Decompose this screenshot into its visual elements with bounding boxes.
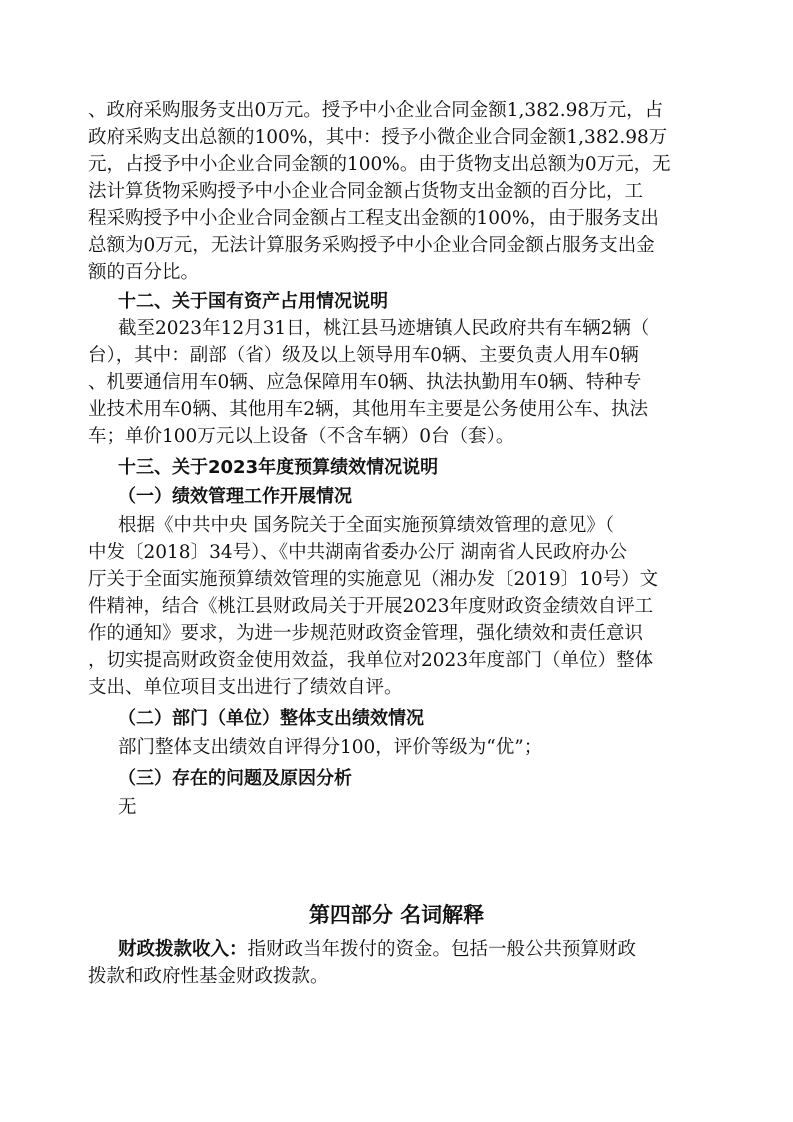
paragraph-line: 部门整体支出绩效自评得分100，评价等级为“优”； [118, 737, 543, 758]
paragraph-line: 无 [118, 797, 137, 818]
definition-line [118, 937, 738, 963]
paragraph-line: 厅关于全面实施预算绩效管理的实施意见（湘办发〔2019〕10号）文 [88, 569, 659, 590]
paragraph-line: 元，占授予中小企业合同金额的100%。由于货物支出总额为0万元，无 [88, 154, 671, 175]
paragraph-line: 、机要通信用车0辆、应急保障用车0辆、执法执勤用车0辆、特种专 [88, 372, 642, 393]
paragraph-line: 台），其中：副部（省）级及以上领导用车0辆、主要负责人用车0辆 [88, 345, 639, 366]
section-heading-12: 十二、关于国有资产占用情况说明 [118, 291, 388, 312]
section-heading-13: 十三、关于2023年度预算绩效情况说明 [118, 457, 439, 478]
paragraph-line: ，切实提高财政资金使用效益，我单位对2023年度部门（单位）整体 [88, 650, 654, 671]
definition-term: 财政拨款收入： [118, 939, 248, 960]
paragraph-line: 总额为0万元，无法计算服务采购授予中小企业合同金额占服务支出金 [88, 235, 655, 256]
part-title: 第四部分 名词解释 [308, 903, 485, 927]
paragraph-line: 件精神，结合《桃江县财政局关于开展2023年度财政资金绩效自评工 [88, 596, 654, 617]
paragraph-line: 根据《中共中央 国务院关于全面实施预算绩效管理的意见》（ [118, 515, 615, 536]
paragraph-line: 拨款和政府性基金财政拨款。 [88, 966, 329, 987]
paragraph-line: 额的百分比。 [88, 262, 200, 283]
paragraph-line: 中发〔2018〕34号）、《中共湖南省委办公厅 湖南省人民政府办公 [88, 542, 628, 563]
paragraph-line: 程采购授予中小企业合同金额占工程支出金额的100%，由于服务支出 [88, 208, 659, 229]
subsection-heading-3: （三）存在的问题及原因分析 [118, 768, 352, 789]
subsection-heading-2: （二）部门（单位）整体支出绩效情况 [118, 708, 424, 729]
paragraph-line: 截至2023年12月31日，桃江县马迹塘镇人民政府共有车辆2辆（ [118, 318, 650, 339]
paragraph-line: 政府采购支出总额的100%，其中：授予小微企业合同金额1,382.98万 [88, 127, 668, 148]
paragraph-line: 支出、单位项目支出进行了绩效自评。 [88, 677, 403, 698]
paragraph-line: 车；单价100万元以上设备（不含车辆）0台（套）。 [88, 426, 515, 447]
paragraph-line: 作的通知》要求，为进一步规范财政资金管理，强化绩效和责任意识 [88, 623, 644, 644]
paragraph-line: 业技术用车0辆、其他用车2辆，其他用车主要是公务使用公车、执法 [88, 399, 649, 420]
subsection-heading-1: （一）绩效管理工作开展情况 [118, 486, 352, 507]
paragraph-line: 法计算货物采购授予中小企业合同金额占货物支出金额的百分比，工 [88, 181, 644, 202]
paragraph-line: 、政府采购服务支出0万元。授予中小企业合同金额1,382.98万元，占 [88, 100, 664, 121]
definition-text: 指财政当年拨付的资金。包括一般公共预算财政 [247, 939, 637, 960]
